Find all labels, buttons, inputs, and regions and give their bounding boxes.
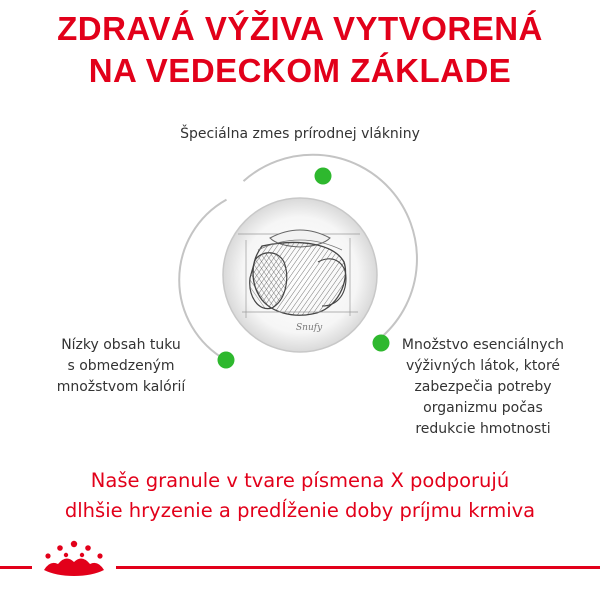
feature-nutrients-line-5: redukcie hmotnosti: [415, 421, 551, 437]
feature-nutrients-line-4: organizmu počas: [423, 400, 543, 416]
sketch-signature: Snufy: [296, 323, 323, 333]
feature-nutrients-line-1: Množstvo esenciálnych: [401, 337, 565, 353]
royal-canin-crown-logo: [36, 538, 112, 584]
title-line-2: NA VEDECKOM ZÁKLADE: [88, 52, 512, 89]
green-dot-icon: [218, 352, 235, 369]
feature-nutrients-line-3: zabezpečia potreby: [414, 379, 552, 395]
feature-low-fat-line-2: s obmedzeným: [67, 358, 175, 374]
green-dot-icon: [373, 335, 390, 352]
footer-rule-right: [116, 566, 600, 569]
title-line-1: ZDRAVÁ VÝŽIVA VYTVORENÁ: [57, 10, 543, 47]
feature-fiber: Špeciálna zmes prírodnej vlákniny: [180, 126, 420, 142]
tagline-line-2: dlhšie hryzenie a predĺženie doby príjmu krmiva: [64, 499, 536, 522]
green-dot-icon: [315, 168, 332, 185]
tagline: [0, 466, 600, 526]
footer-rule-left: [0, 566, 32, 569]
tagline-line-1: Naše granule v tvare písmena X podporujú: [90, 469, 510, 492]
ring-arc-left: [179, 200, 226, 361]
feature-nutrients-line-2: výživných látok, ktoré: [405, 358, 561, 374]
feature-low-fat-line-3: množstvom kalórií: [56, 379, 186, 395]
feature-low-fat-line-1: Nízky obsah tuku: [61, 337, 181, 353]
